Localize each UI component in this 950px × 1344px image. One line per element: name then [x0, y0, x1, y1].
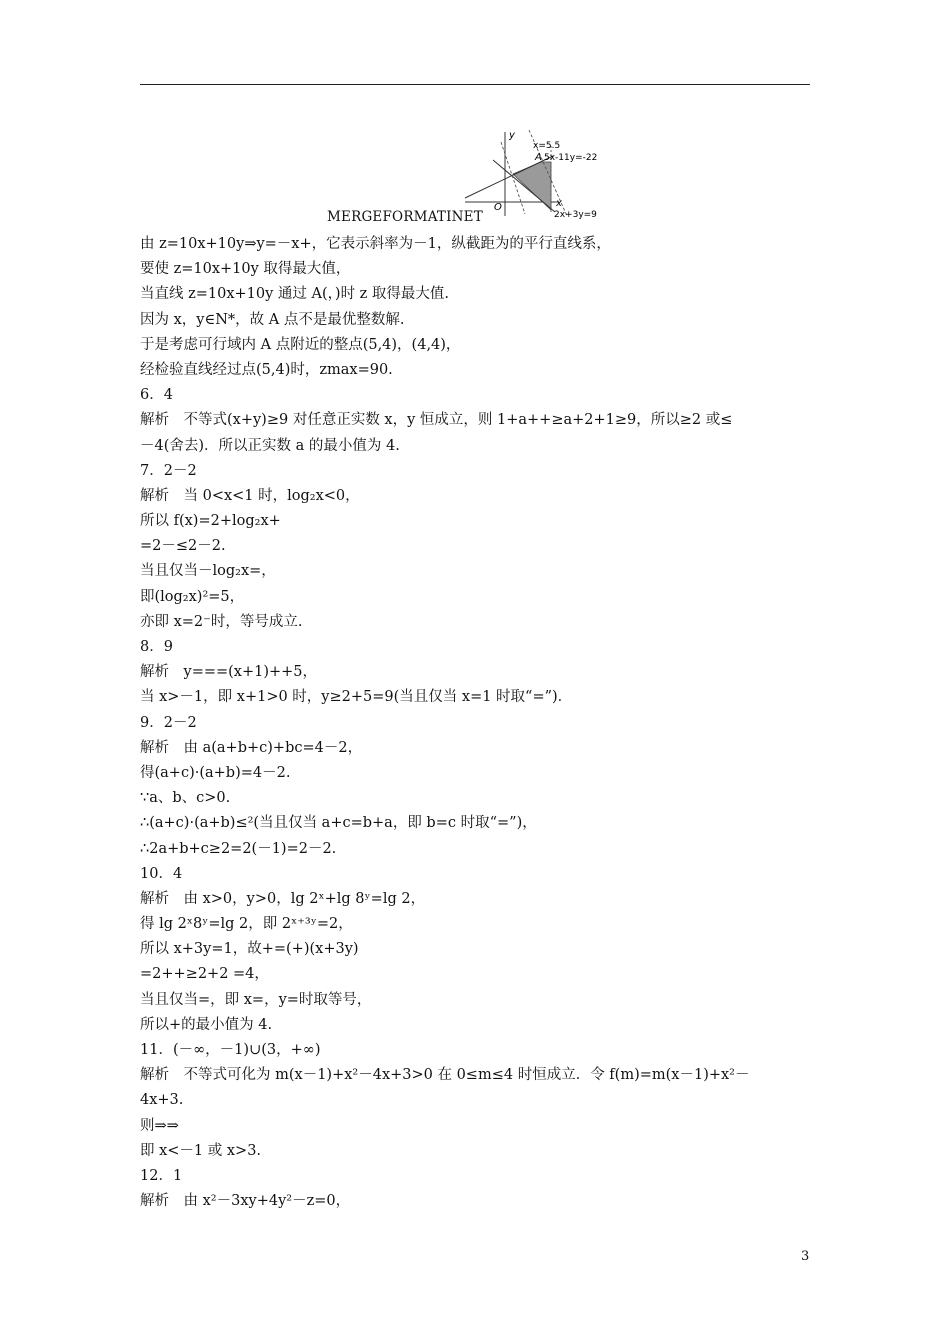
text-line: 6．4 — [140, 387, 173, 404]
origin-label: O — [494, 202, 502, 213]
text-line: ∴2a+b+c≥2=2(－1)=2－2. — [140, 840, 337, 857]
page-number: 3 — [801, 1249, 810, 1264]
text-line: =2++≥2+2 =4， — [140, 966, 269, 983]
text-line: 8．9 — [140, 639, 173, 655]
text-line: 因为 x，y∈N*，故 A 点不是最优整数解. — [140, 311, 405, 328]
point-a-label: A — [535, 152, 542, 163]
figure-caption: MERGEFORMATINET — [327, 209, 483, 225]
text-line: 要使 z=10x+10y 取得最大值， — [140, 261, 351, 278]
text-line: 即 x<－1 或 x>3. — [140, 1142, 262, 1159]
text-line: 解析 y===(x+1)++5， — [140, 664, 318, 681]
header-rule — [140, 84, 810, 85]
shaded-region — [513, 162, 551, 210]
text-line: ∵a、b、c>0. — [140, 790, 231, 807]
text-line: 解析 由 x>0，y>0，lg 2ˣ+lg 8ʸ=lg 2， — [140, 890, 426, 907]
feasible-region-figure — [463, 126, 623, 220]
feasible-region-graph — [463, 126, 623, 220]
text-line: 当且仅当－log₂x=， — [140, 563, 276, 580]
solution-text — [140, 232, 812, 1214]
text-line: 解析 不等式(x+y)≥9 对任意正实数 x，y 恒成立，则 1+a++≥a+2+1≥9，所以≥2 或≤ — [140, 412, 733, 429]
text-line: 4x+3. — [140, 1092, 184, 1109]
text-line: 即(log₂x)²=5， — [140, 588, 245, 605]
text-line: =2－≤2－2. — [140, 538, 226, 555]
line3-label: 2x+3y=9 — [554, 210, 597, 220]
text-line: 所以 x+3y=1，故+=(+)(x+3y) — [140, 941, 359, 958]
text-line: ∴(a+c)·(a+b)≤²(当且仅当 a+c=b+a，即 b=c 时取“=”)， — [140, 815, 537, 832]
text-line: 解析 由 a(a+b+c)+bc=4－2， — [140, 739, 363, 756]
text-line: 当 x>－1，即 x+1>0 时，y≥2+5=9(当且仅当 x=1 时取“=”)． — [140, 689, 573, 706]
text-line: 解析 当 0<x<1 时，log₂x<0， — [140, 487, 360, 504]
text-line: 亦即 x=2⁻时，等号成立. — [140, 613, 303, 630]
text-line: 所以+的最小值为 4. — [140, 1016, 273, 1033]
text-line: －4(舍去)．所以正实数 a 的最小值为 4. — [140, 437, 400, 454]
text-line: 解析 由 x²－3xy+4y²－z=0， — [140, 1193, 351, 1210]
text-line: 11．(－∞，－1)∪(3，+∞) — [140, 1042, 321, 1058]
text-line: 当且仅当=，即 x=，y=时取等号， — [140, 991, 372, 1008]
y-axis-label: y — [509, 130, 515, 141]
text-line: 所以 f(x)=2+log₂x+ — [140, 513, 281, 530]
text-line: 于是考虑可行域内 A 点附近的整点(5,4)，(4,4)， — [140, 336, 461, 353]
text-line: 经检验直线经过点(5,4)时，zmax=90. — [140, 361, 393, 378]
text-line: 解析 不等式可化为 m(x－1)+x²－4x+3>0 在 0≤m≤4 时恒成立．令 f(m)=m(x－1)+x²－ — [140, 1067, 750, 1084]
text-line: 得 lg 2ˣ8ʸ=lg 2，即 2ˣ⁺³ʸ=2， — [140, 916, 353, 933]
text-line: 则⇒⇒ — [140, 1117, 179, 1134]
text-line: 当直线 z=10x+10y 通过 A(，)时 z 取得最大值. — [140, 286, 450, 303]
text-line: 12．1 — [140, 1167, 183, 1184]
text-line: 10．4 — [140, 865, 183, 882]
text-line: 由 z=10x+10y⇒y=－x+，它表示斜率为－1，纵截距为的平行直线系， — [140, 236, 611, 252]
text-line: 7．2－2 — [140, 462, 197, 479]
text-line: 9．2－2 — [140, 714, 197, 731]
text-line: 得(a+c)·(a+b)=4－2. — [140, 764, 291, 781]
line2-label: 5x-11y=-22 — [544, 153, 598, 163]
x-axis-label: x — [556, 198, 562, 209]
line1-label: x=5.5 — [533, 141, 561, 151]
